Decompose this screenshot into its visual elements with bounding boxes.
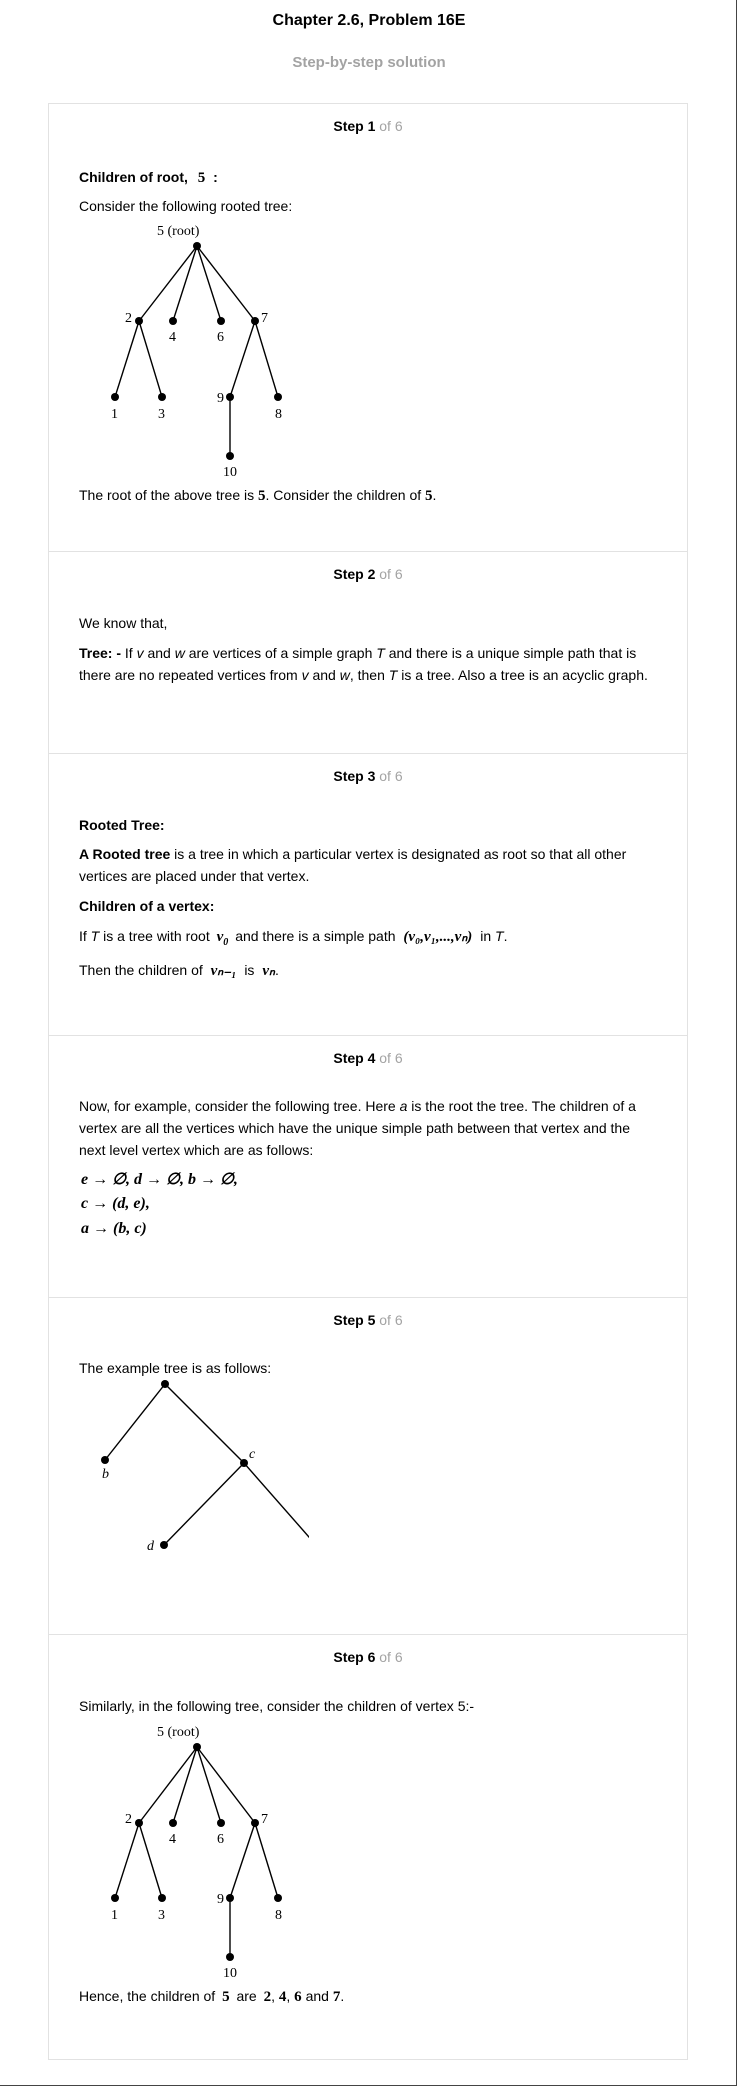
step-heading: Children of a vertex:: [79, 898, 215, 914]
tree-label: 3: [158, 1908, 165, 1923]
tree-edge: [255, 1823, 278, 1898]
example-tree-diagram: [49, 1378, 309, 1608]
tree-node: [226, 1953, 234, 1961]
tree-label: 5 (root): [157, 1725, 200, 1740]
step-number: Step 2: [333, 566, 376, 582]
tree-label: 10: [223, 1966, 237, 1981]
step-text: Similarly, in the following tree, consider the children of vertex 5:-: [79, 1698, 475, 1714]
tree-label: 3: [158, 407, 165, 422]
tree-edge: [105, 1384, 165, 1460]
rooted-tree-diagram: [49, 1635, 309, 1981]
tree-label: 9: [217, 1892, 224, 1907]
tree-label: 6: [217, 330, 224, 345]
step-number: Step 6: [333, 1649, 376, 1665]
tree-label: 10: [223, 465, 237, 480]
step-count: of 6: [379, 768, 403, 784]
tree-node: [161, 1380, 169, 1388]
tree-node: [169, 1819, 177, 1827]
tree-edge: [115, 1823, 139, 1898]
tree-label: 1: [111, 407, 118, 422]
rooted-tree-diagram-nodes: [49, 104, 282, 480]
step-text: The example tree is as follows:: [79, 1360, 272, 1376]
tree-label: [161, 1378, 168, 1379]
step-number: Step 4: [333, 1050, 376, 1066]
step-number: Step 3: [333, 768, 376, 784]
tree-label: 9: [217, 391, 224, 406]
tree-node: [217, 1819, 225, 1827]
step-text: Consider the following rooted tree:: [79, 198, 293, 214]
tree-label: 2: [125, 311, 132, 326]
tree-node: [193, 1743, 201, 1751]
step-5: [48, 1297, 688, 1634]
children-mapping: a → (b, c): [81, 1220, 147, 1237]
tree-label: c: [249, 1447, 256, 1462]
tree-node: [160, 1541, 168, 1549]
children-mapping: c → (d, e),: [81, 1195, 150, 1212]
step-6: [48, 1634, 688, 2060]
tree-edge: [230, 1823, 255, 1898]
children-mapping: e → ∅, d → ∅, b → ∅,: [81, 1171, 238, 1188]
step-3: [48, 753, 688, 1035]
tree-node: [226, 1894, 234, 1902]
page-title: Chapter 2.6, Problem 16E: [272, 12, 466, 29]
tree-edge: [197, 1747, 221, 1823]
step-count: of 6: [379, 1050, 403, 1066]
step-number: Step 5: [333, 1312, 376, 1328]
tree-edge: [173, 1747, 197, 1823]
tree-label: 4: [169, 1832, 176, 1847]
tree-label: d: [147, 1539, 154, 1554]
tree-label: 5 (root): [157, 224, 200, 239]
tree-label: 1: [111, 1908, 118, 1923]
step-header: [49, 1312, 687, 1328]
tree-edge: [197, 1747, 255, 1823]
tree-label: 6: [217, 1832, 224, 1847]
tree-node: [240, 1459, 248, 1467]
tree-definition: Tree: - If v and w are vertices of a simple graph T and there is a unique simple path that is there are no repeated vertices from v and w, then T is a tree. Also a tree is an acyclic graph.: [79, 645, 648, 683]
step-4: [48, 1035, 688, 1297]
tree-edge: [164, 1463, 244, 1545]
tree-label: 2: [125, 1812, 132, 1827]
step-header: [49, 566, 687, 582]
step-text: Then the children of vₙ₋₁ is vₙ.: [79, 962, 279, 979]
tree-node: [111, 1894, 119, 1902]
step-text: The root of the above tree is 5. Consider the children of 5.: [79, 487, 437, 504]
tree-label: 7: [261, 311, 268, 326]
tree-edge: [139, 1747, 197, 1823]
tree-label: 7: [261, 1812, 268, 1827]
step-text: A Rooted tree is a tree in which a particular vertex is designated as root so that all other vertices are placed under that vertex.: [79, 846, 627, 884]
step-count: of 6: [379, 1312, 403, 1328]
step-text: Now, for example, consider the following tree. Here a is the root the tree. The children of a vertex are all the vertices which have the unique simple path between that vertex and the next level vertex which are as follows:: [79, 1098, 636, 1158]
step-number: Step 1: [333, 118, 376, 134]
step-text: We know that,: [79, 615, 168, 631]
step-count: of 6: [379, 118, 403, 134]
tree-label: b: [102, 1467, 109, 1482]
tree-node: [251, 1819, 259, 1827]
tree-node: [135, 1819, 143, 1827]
step-heading: Children of root, 5 :: [79, 169, 218, 186]
step-count: of 6: [379, 566, 403, 582]
tree-label: 8: [275, 1908, 282, 1923]
step-header: [49, 768, 687, 784]
step-text: If T is a tree with root $v_0$ and there is a simple path (v₀,v₁,...,vₙ) in T.: [79, 928, 508, 948]
tree-edge: [244, 1463, 309, 1545]
tree-edge: [165, 1384, 244, 1463]
tree-node: [158, 1894, 166, 1902]
tree-node: [101, 1456, 109, 1464]
step-2: [48, 551, 688, 753]
step-text: Hence, the children of 5 are 2, 4, 6 and 7.: [79, 1988, 345, 2005]
step-count: of 6: [379, 1649, 403, 1665]
tree-label: 8: [275, 407, 282, 422]
tree-edge: [139, 1823, 162, 1898]
tree-node: [274, 1894, 282, 1902]
step-heading: Rooted Tree:: [79, 817, 165, 833]
step-header: [49, 1050, 687, 1066]
step-1: [48, 103, 688, 551]
page-subtitle: Step-by-step solution: [292, 54, 446, 71]
tree-label: 4: [169, 330, 176, 345]
